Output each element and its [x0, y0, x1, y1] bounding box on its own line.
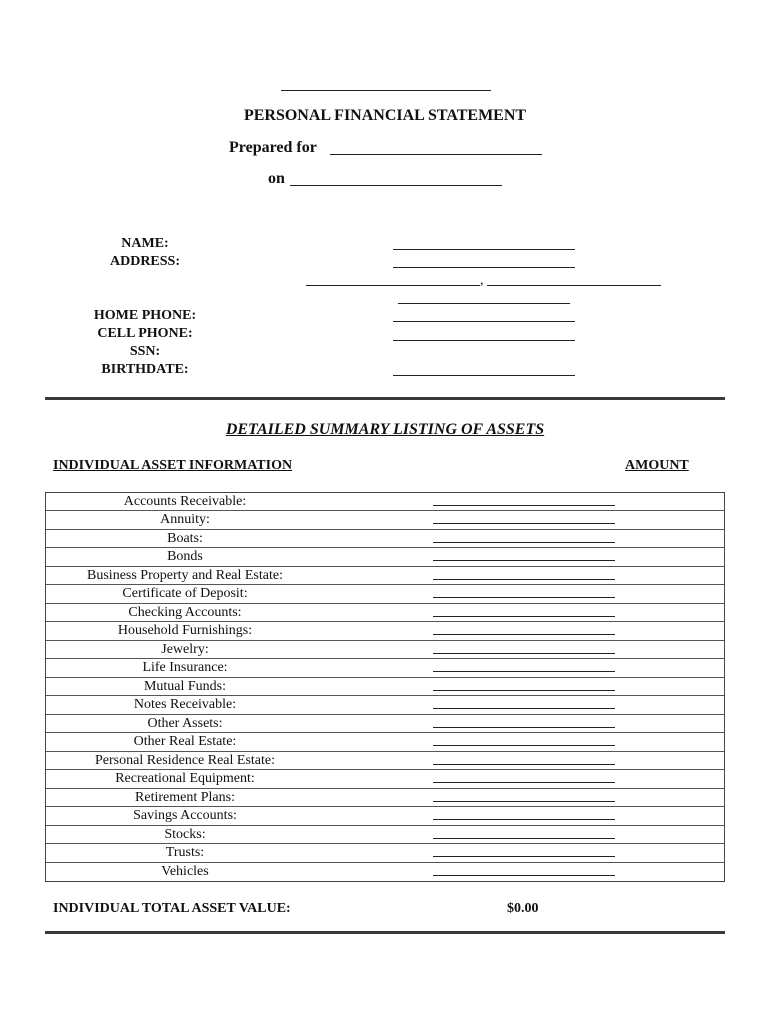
asset-amount-field[interactable] — [433, 727, 615, 728]
asset-row — [46, 511, 724, 529]
asset-row-label: Life Insurance: — [142, 660, 228, 676]
asset-row-label: Mutual Funds: — [143, 678, 227, 694]
asset-row-label: Checking Accounts: — [128, 604, 242, 620]
asset-row — [46, 715, 724, 733]
state-zip-field[interactable] — [487, 285, 661, 286]
asset-amount-field[interactable] — [433, 653, 615, 654]
asset-row-label: Notes Receivable: — [133, 697, 237, 713]
asset-amount-field[interactable] — [433, 597, 615, 598]
cell-phone-field[interactable] — [393, 340, 575, 341]
asset-amount-field[interactable] — [433, 560, 615, 561]
asset-row-label: Bonds — [167, 549, 203, 565]
asset-amount-field[interactable] — [433, 856, 615, 857]
asset-row-label: Accounts Receivable: — [123, 494, 247, 509]
asset-table — [45, 492, 725, 882]
address-line-3[interactable] — [398, 303, 570, 304]
asset-row-label: Retirement Plans: — [135, 789, 235, 805]
asset-amount-field[interactable] — [433, 690, 615, 691]
address-comma: , — [480, 273, 484, 288]
asset-amount-field[interactable] — [433, 819, 615, 820]
asset-row-label: Jewelry: — [161, 641, 209, 657]
asset-row — [46, 641, 724, 659]
asset-row — [46, 696, 724, 714]
asset-row-label: Personal Residence Real Estate: — [95, 752, 275, 768]
asset-row — [46, 733, 724, 751]
address-line-1[interactable] — [393, 267, 575, 268]
on-label: on — [268, 170, 285, 187]
on-date-field[interactable] — [290, 185, 502, 186]
prepared-for-field[interactable] — [330, 154, 542, 155]
asset-row-label: Savings Accounts: — [133, 808, 237, 824]
asset-amount-field[interactable] — [433, 875, 615, 876]
prepared-for-label: Prepared for — [229, 139, 317, 156]
asset-row — [46, 567, 724, 585]
home-phone-field[interactable] — [393, 321, 575, 322]
asset-row-label: Recreational Equipment: — [115, 771, 255, 787]
asset-row — [46, 789, 724, 807]
asset-row — [46, 530, 724, 548]
asset-amount-field[interactable] — [433, 745, 615, 746]
asset-amount-field[interactable] — [433, 671, 615, 672]
section-divider-top — [45, 397, 725, 400]
asset-amount-field[interactable] — [433, 708, 615, 709]
total-asset-label: INDIVIDUAL TOTAL ASSET VALUE: — [53, 901, 291, 916]
asset-row — [46, 752, 724, 770]
page-title: PERSONAL FINANCIAL STATEMENT — [243, 107, 527, 124]
asset-amount-field[interactable] — [433, 634, 615, 635]
asset-amount-field[interactable] — [433, 523, 615, 524]
cell-phone-label: CELL PHONE: — [97, 326, 193, 341]
asset-row — [46, 678, 724, 696]
asset-row-label: Business Property and Real Estate: — [87, 567, 283, 583]
asset-row-label: Other Real Estate: — [133, 734, 237, 750]
asset-row — [46, 493, 724, 511]
birthdate-label: BIRTHDATE: — [101, 362, 189, 377]
asset-row-label: Boats: — [167, 530, 203, 546]
asset-row-label: Trusts: — [165, 845, 205, 861]
asset-row — [46, 826, 724, 844]
asset-amount-field[interactable] — [433, 616, 615, 617]
asset-row — [46, 622, 724, 640]
asset-row-label: Annuity: — [160, 512, 210, 528]
asset-amount-field[interactable] — [433, 542, 615, 543]
asset-info-heading: INDIVIDUAL ASSET INFORMATION — [53, 458, 293, 473]
asset-amount-field[interactable] — [433, 505, 615, 506]
name-field[interactable] — [393, 249, 575, 250]
asset-row-label: Stocks: — [164, 826, 206, 842]
section-divider-bottom — [45, 931, 725, 934]
address-label: ADDRESS: — [109, 254, 180, 269]
asset-amount-field[interactable] — [433, 579, 615, 580]
city-field[interactable] — [306, 285, 480, 286]
name-label: NAME: — [121, 236, 169, 251]
asset-amount-field[interactable] — [433, 782, 615, 783]
total-asset-value: $0.00 — [507, 901, 539, 916]
asset-amount-field[interactable] — [433, 838, 615, 839]
asset-row — [46, 548, 724, 566]
asset-row-label: Household Furnishings: — [117, 623, 253, 639]
asset-row — [46, 807, 724, 825]
asset-row — [46, 863, 724, 881]
asset-row — [46, 770, 724, 788]
asset-row — [46, 659, 724, 677]
birthdate-field[interactable] — [393, 375, 575, 376]
asset-amount-field[interactable] — [433, 801, 615, 802]
asset-row-label: Other Assets: — [147, 715, 223, 731]
asset-amount-field[interactable] — [433, 764, 615, 765]
amount-heading: AMOUNT — [625, 458, 689, 473]
asset-row — [46, 604, 724, 622]
asset-row — [46, 844, 724, 862]
assets-section-title: DETAILED SUMMARY LISTING OF ASSETS — [225, 421, 545, 438]
asset-row-label: Vehicles — [161, 863, 209, 879]
asset-row — [46, 585, 724, 603]
top-blank-line[interactable] — [281, 90, 491, 91]
home-phone-label: HOME PHONE: — [93, 308, 197, 323]
ssn-label: SSN: — [129, 344, 161, 359]
asset-row-label: Certificate of Deposit: — [122, 586, 248, 602]
